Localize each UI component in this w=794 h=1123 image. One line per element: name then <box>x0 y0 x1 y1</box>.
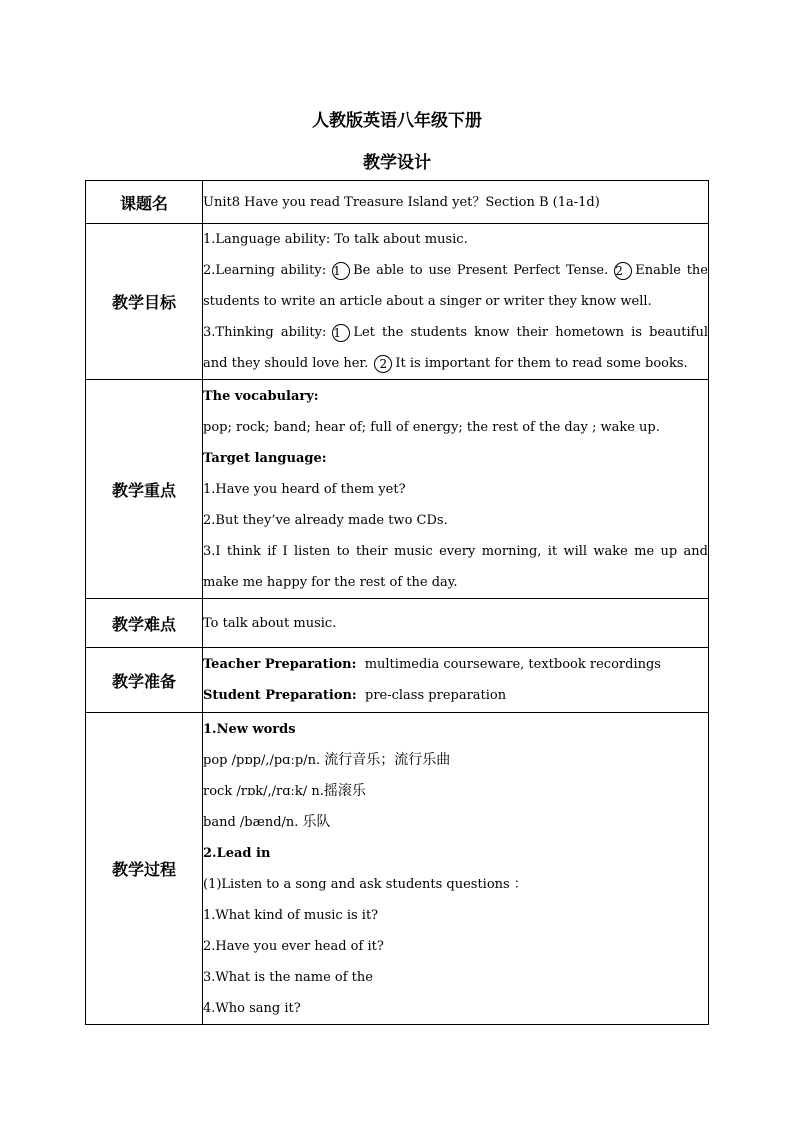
word-band <box>203 807 708 838</box>
target-sentence-3: 3.I think if I listen to their music every morning, it will wake me up and <box>203 543 708 559</box>
student-preparation-label: Student Preparation: <box>203 688 357 703</box>
word-rock-def: rock /rɒk/,/rɑːk/ n. <box>203 783 324 799</box>
goals-cell <box>203 224 709 380</box>
document-subtitle: 教学设计 <box>363 153 431 173</box>
topic-text: Unit8 Have you read Treasure Island yet？Section B (1a-1d) <box>203 194 600 210</box>
word-rock <box>203 776 708 807</box>
target-sentence-1: 1.Have you heard of them yet? <box>203 481 406 497</box>
preparation-label: 教学准备 <box>86 648 203 713</box>
goal-line-2-text: Be able to use Present Perfect Tense. <box>353 263 609 278</box>
target-language-heading: Target language: <box>203 450 327 466</box>
topic-row <box>86 181 709 224</box>
document-title: 人教版英语八年级下册 <box>312 111 482 131</box>
key-points-label: 教学重点 <box>86 380 203 599</box>
teacher-preparation <box>203 649 708 680</box>
circled-number-icon: 1 <box>332 324 350 342</box>
goal-line-1: 1.Language ability: To talk about music. <box>203 232 468 247</box>
teacher-preparation-label: Teacher Preparation: <box>203 657 357 672</box>
difficulty-row <box>86 599 709 648</box>
goal-line-2 <box>203 255 708 286</box>
preparation-row <box>86 648 709 713</box>
difficulty-label: 教学难点 <box>86 599 203 648</box>
lead-in-heading: 2.Lead in <box>203 845 271 861</box>
vocabulary-list: pop; rock; band; hear of; full of energy; the rest of the day ; wake up. <box>203 419 660 435</box>
student-preparation-text: pre-class preparation <box>365 688 507 703</box>
question-2: 2.Have you ever head of it? <box>203 938 384 954</box>
question-3: 3.What is the name of the <box>203 969 373 985</box>
process-cell <box>203 713 709 1025</box>
goal-line-4-prefix: 3.Thinking ability: <box>203 325 327 340</box>
goal-line-5 <box>203 348 708 379</box>
word-band-def: band /bænd/n. <box>203 814 299 830</box>
word-pop-def: pop /pɒp/,/pɑːp/n. <box>203 752 321 768</box>
goal-line-4-text: Let the students know their hometown is beautiful <box>353 325 708 340</box>
difficulty-cell <box>203 599 709 648</box>
word-band-cn: 乐队 <box>302 813 331 830</box>
process-row <box>86 713 709 1025</box>
goal-line-2-prefix: 2.Learning ability: <box>203 263 327 278</box>
process-label: 教学过程 <box>86 713 203 1025</box>
vocabulary-heading: The vocabulary: <box>203 388 319 404</box>
circled-number-icon: 1 <box>332 262 350 280</box>
circled-number-icon: 2 <box>374 355 392 373</box>
key-points-cell <box>203 380 709 599</box>
target-sentence-3-cont: make me happy for the rest of the day. <box>203 574 458 590</box>
goal-line-5-prefix: and they should love her. <box>203 356 369 371</box>
question-4: 4.Who sang it? <box>203 1000 301 1016</box>
topic-cell <box>203 181 709 224</box>
difficulty-text: To talk about music. <box>203 615 337 631</box>
question-1: 1.What kind of music is it? <box>203 907 379 923</box>
word-rock-cn: 摇滚乐 <box>323 782 366 799</box>
key-points-row <box>86 380 709 599</box>
lesson-plan-table <box>85 180 709 1025</box>
goals-row <box>86 224 709 380</box>
goal-line-2-tail: Enable the <box>635 263 708 278</box>
new-words-heading: 1.New words <box>203 721 296 737</box>
teacher-preparation-text: multimedia courseware, textbook recordings <box>364 657 661 672</box>
preparation-cell <box>203 648 709 713</box>
goal-line-3: students to write an article about a singer or writer they know well. <box>203 294 652 309</box>
goal-line-4 <box>203 317 708 348</box>
goals-label: 教学目标 <box>86 224 203 380</box>
circled-number-icon: 2 <box>614 262 632 280</box>
word-pop-cn: 流行音乐；流行乐曲 <box>324 751 451 768</box>
target-sentence-2: 2.But they’ve already made two CDs. <box>203 512 448 528</box>
goal-line-5-text: It is important for them to read some books. <box>395 356 688 371</box>
topic-label: 课题名 <box>86 181 203 224</box>
student-preparation <box>203 680 708 711</box>
lead-in-step-1: (1)Listen to a song and ask students questions ： <box>203 876 527 892</box>
word-pop <box>203 745 708 776</box>
